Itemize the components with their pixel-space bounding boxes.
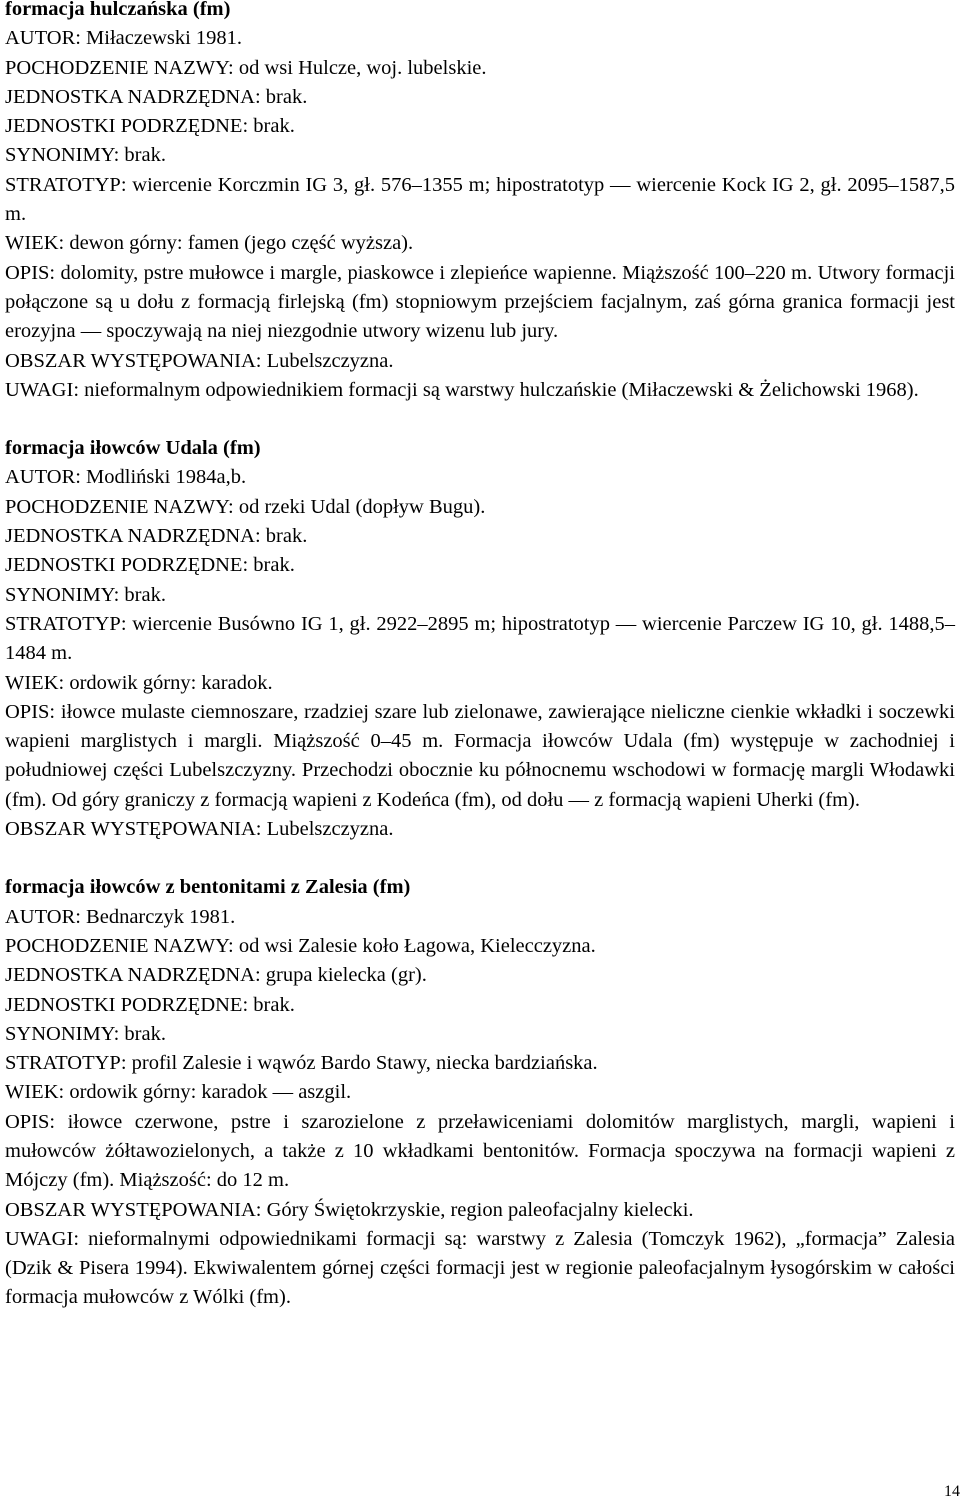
document-page [5,0,955,1313]
page-number: 14 [944,1483,960,1500]
entry-stratotyp: STRATOTYP: profil Zalesie i wąwóz Bardo Stawy, niecka bardziańska. [5,1052,598,1075]
entry-jednostki-podrzedne: JEDNOSTKI PODRZĘDNE: brak. [5,993,295,1016]
entry-pochodzenie: POCHODZENIE NAZWY: od wsi Zalesie koło Łagowa, Kielecczyzna. [5,934,596,957]
entry-pochodzenie: POCHODZENIE NAZWY: od rzeki Udal (dopływ Bugu). [5,495,486,518]
entry-opis: OPIS: iłowce mulaste ciemnoszare, rzadziej szare lub zielonawe, zawierające nieliczne cienkie wkładki i soczewki wapieni marglistych i margli. Miąższość 0–45 m. Formacja iłowców Udala (fm) występuje w zachodniej i południowej części Lubelszczyzny. Przechodzi obocznie ku północnemu wschodowi w formację margli Włodawki (fm). Od góry graniczy z formacją wapieni z Kodeńca (fm), od dołu — z formacją wapieni Uherki (fm). [5,700,955,811]
entry-wiek: WIEK: dewon górny: famen (jego część wyższa). [5,232,414,255]
entry-obszar: OBSZAR WYSTĘPOWANIA: Lubelszczyzna. [5,818,394,841]
entry-obszar: OBSZAR WYSTĘPOWANIA: Góry Świętokrzyskie, region paleofacjalny kielecki. [5,1198,694,1221]
entry-synonimy: SYNONIMY: brak. [5,583,166,606]
entry-title: formacja iłowców Udala (fm) [5,437,261,460]
entry-opis: OPIS: dolomity, pstre mułowce i margle, piaskowce i zlepieńce wapienne. Miąższość 100–220 m. Utwory formacji połączone są u dołu z formacją firlejską (fm) stopniowym przejściem facjalnym, zaś górna granica formacji jest erozyjna — spoczywają na niej niezgodnie utwory wizenu lub jury. [5,261,955,343]
entry-formacja-ilowcow-udala [5,434,955,844]
entry-jednostki-podrzedne: JEDNOSTKI PODRZĘDNE: brak. [5,554,295,577]
entry-wiek: WIEK: ordowik górny: karadok. [5,671,273,694]
entry-uwagi: UWAGI: nieformalnymi odpowiednikami formacji są: warstwy z Zalesia (Tomczyk 1962), „formacja” Zalesia (Dzik & Pisera 1994). Ekwiwalentem górnej części formacji jest w regionie paleofacjalnym łysogórskim w całości formacja mułowców z Wólki (fm). [5,1227,955,1309]
entry-jednostki-podrzedne: JEDNOSTKI PODRZĘDNE: brak. [5,115,295,138]
entry-synonimy: SYNONIMY: brak. [5,1022,166,1045]
entry-title: formacja iłowców z bentonitami z Zalesia (fm) [5,876,411,899]
entry-formacja-hulczanska [5,0,955,405]
entry-stratotyp: STRATOTYP: wiercenie Korczmin IG 3, gł. 576–1355 m; hipostratotyp — wiercenie Kock IG 2, gł. 2095–1587,5 m. [5,173,955,226]
entry-autor: AUTOR: Modliński 1984a,b. [5,466,247,489]
entry-jednostka-nadrzedna: JEDNOSTKA NADRZĘDNA: brak. [5,525,308,548]
entry-jednostka-nadrzedna: JEDNOSTKA NADRZĘDNA: brak. [5,85,308,108]
entry-autor: AUTOR: Miłaczewski 1981. [5,27,243,50]
entry-autor: AUTOR: Bednarczyk 1981. [5,905,236,928]
entry-formacja-ilowcow-zalesia [5,873,955,1312]
entry-wiek: WIEK: ordowik górny: karadok — aszgil. [5,1081,352,1104]
entry-stratotyp: STRATOTYP: wiercenie Busówno IG 1, gł. 2922–2895 m; hipostratotyp — wiercenie Parczew IG 10, gł. 1488,5–1484 m. [5,612,955,665]
entry-synonimy: SYNONIMY: brak. [5,144,166,167]
entry-uwagi: UWAGI: nieformalnym odpowiednikiem formacji są warstwy hulczańskie (Miłaczewski & Żelichowski 1968). [5,378,919,401]
entry-pochodzenie: POCHODZENIE NAZWY: od wsi Hulcze, woj. lubelskie. [5,56,487,79]
entry-title: formacja hulczańska (fm) [5,0,231,20]
entry-jednostka-nadrzedna: JEDNOSTKA NADRZĘDNA: grupa kielecka (gr). [5,964,427,987]
entry-obszar: OBSZAR WYSTĘPOWANIA: Lubelszczyzna. [5,349,394,372]
entry-opis: OPIS: iłowce czerwone, pstre i szarozielone z przeławiceniami dolomitów marglistych, margli, wapieni i mułowców żółtawozielonych, a także z 10 wkładkami bentonitów. Formacja spoczywa na formacji wapieni z Mójczy (fm). Miąższość: do 12 m. [5,1110,955,1192]
